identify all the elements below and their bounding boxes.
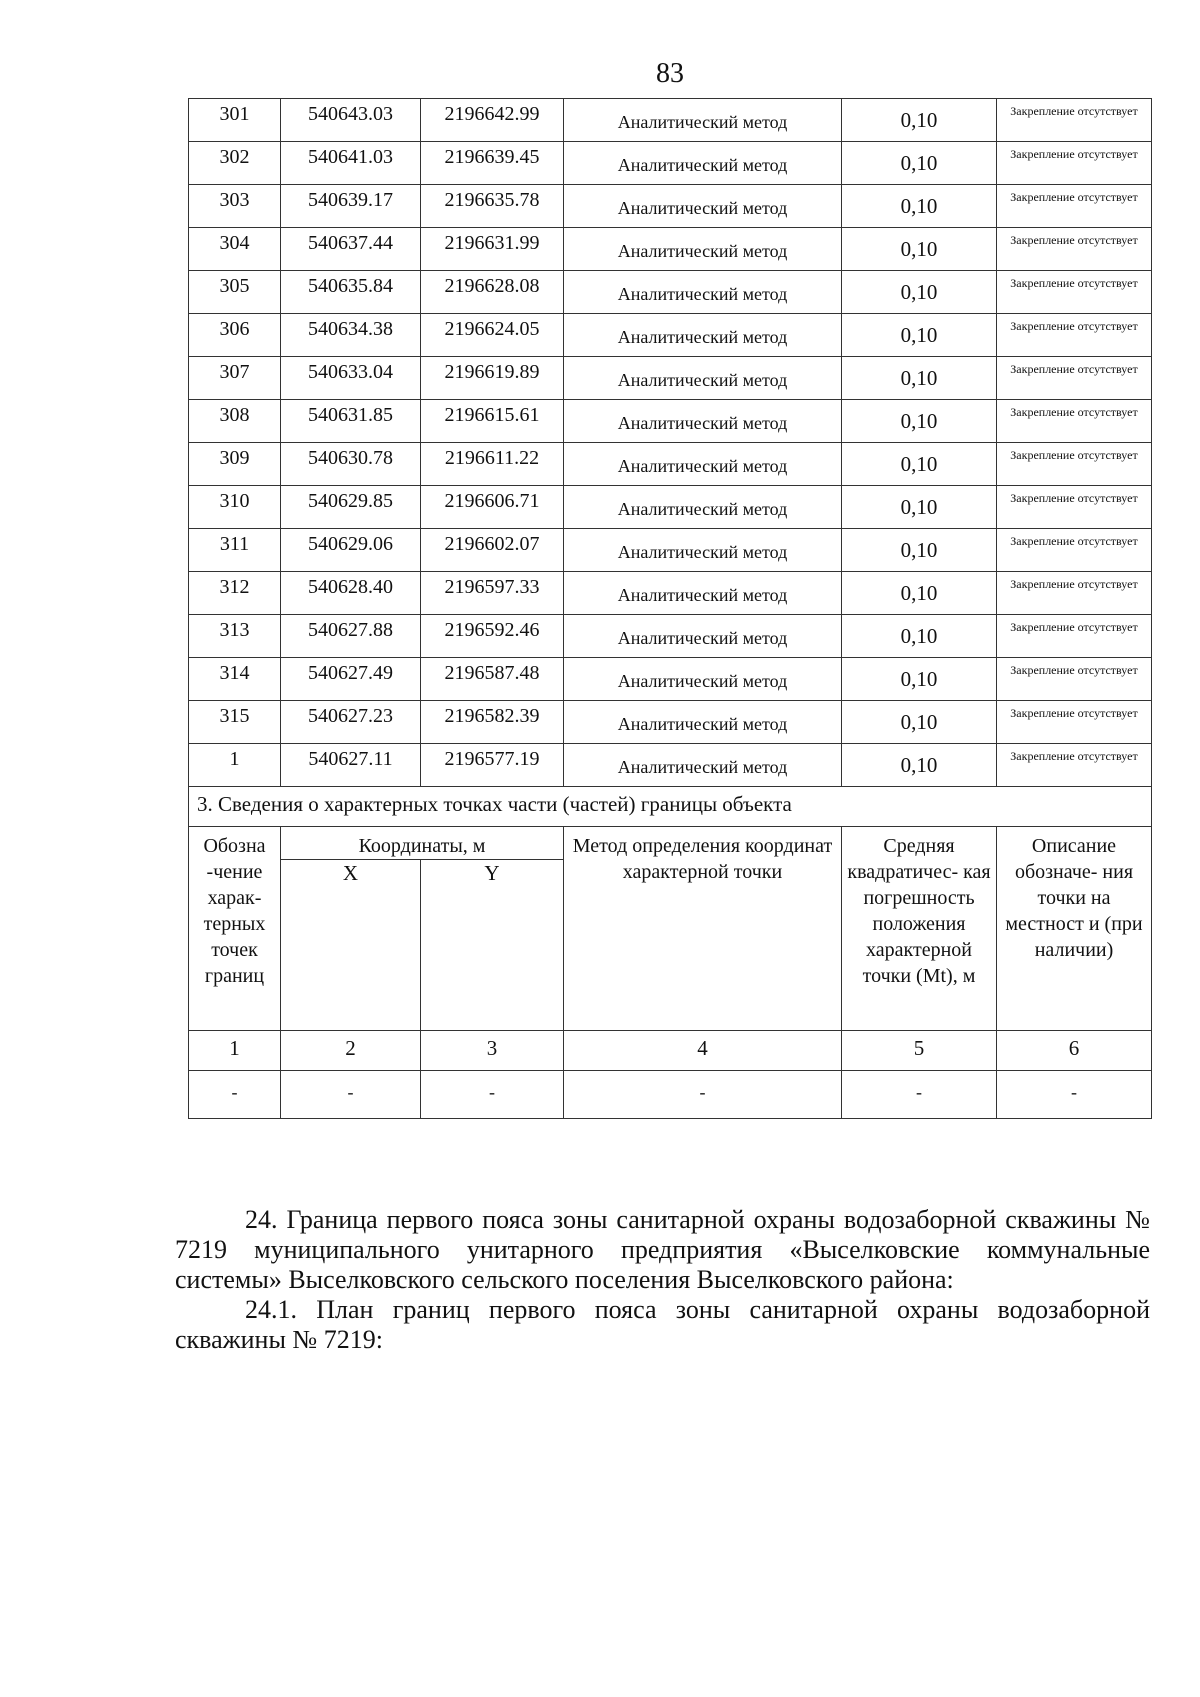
empty-cell: - <box>421 1071 564 1119</box>
description-cell: Закрепление отсутствует <box>997 443 1152 486</box>
method-cell: Аналитический метод <box>564 400 842 443</box>
method-cell: Аналитический метод <box>564 615 842 658</box>
description-cell: Закрепление отсутствует <box>997 615 1152 658</box>
body-text <box>175 1205 1150 1355</box>
accuracy-cell: 0,10 <box>842 228 997 271</box>
coord-x-cell: 540630.78 <box>281 443 421 486</box>
coord-y-cell: 2196642.99 <box>421 99 564 142</box>
header-description: Описание обозначе- ния точки на местност и (при наличии) <box>997 827 1152 1031</box>
page-number: 83 <box>656 58 684 89</box>
accuracy-cell: 0,10 <box>842 615 997 658</box>
description-cell: Закрепление отсутствует <box>997 701 1152 744</box>
header-accuracy: Средняя квадратичес- кая погрешность положения характерной точки (Mt), м <box>842 827 997 1031</box>
point-number-cell: 314 <box>189 658 281 701</box>
coord-x-cell: 540627.11 <box>281 744 421 787</box>
table-row <box>189 658 1152 701</box>
coord-x-cell: 540627.23 <box>281 701 421 744</box>
description-cell: Закрепление отсутствует <box>997 99 1152 142</box>
header-method: Метод определения координат характерной точки <box>564 827 842 1031</box>
column-number: 4 <box>564 1031 842 1071</box>
coord-y-cell: 2196631.99 <box>421 228 564 271</box>
accuracy-cell: 0,10 <box>842 99 997 142</box>
description-cell: Закрепление отсутствует <box>997 357 1152 400</box>
table-row <box>189 701 1152 744</box>
table-row <box>189 529 1152 572</box>
point-number-cell: 313 <box>189 615 281 658</box>
coord-y-cell: 2196602.07 <box>421 529 564 572</box>
point-number-cell: 304 <box>189 228 281 271</box>
table-row <box>189 314 1152 357</box>
coord-x-cell: 540628.40 <box>281 572 421 615</box>
section3-title: 3. Сведения о характерных точках части (частей) границы объекта <box>189 787 1152 827</box>
method-cell: Аналитический метод <box>564 701 842 744</box>
table-row <box>189 271 1152 314</box>
empty-cell: - <box>564 1071 842 1119</box>
column-number: 5 <box>842 1031 997 1071</box>
coord-y-cell: 2196628.08 <box>421 271 564 314</box>
point-number-cell: 308 <box>189 400 281 443</box>
method-cell: Аналитический метод <box>564 271 842 314</box>
accuracy-cell: 0,10 <box>842 271 997 314</box>
coord-x-cell: 540634.38 <box>281 314 421 357</box>
accuracy-cell: 0,10 <box>842 529 997 572</box>
coord-x-cell: 540629.85 <box>281 486 421 529</box>
header-x: X <box>281 860 421 1031</box>
point-number-cell: 1 <box>189 744 281 787</box>
coord-x-cell: 540641.03 <box>281 142 421 185</box>
coord-x-cell: 540627.49 <box>281 658 421 701</box>
description-cell: Закрепление отсутствует <box>997 572 1152 615</box>
coord-y-cell: 2196597.33 <box>421 572 564 615</box>
empty-cell: - <box>281 1071 421 1119</box>
point-number-cell: 309 <box>189 443 281 486</box>
description-cell: Закрепление отсутствует <box>997 228 1152 271</box>
accuracy-cell: 0,10 <box>842 185 997 228</box>
accuracy-cell: 0,10 <box>842 486 997 529</box>
method-cell: Аналитический метод <box>564 357 842 400</box>
coord-y-cell: 2196582.39 <box>421 701 564 744</box>
column-numbers-row <box>189 1031 1152 1071</box>
paragraph-24: 24. Граница первого пояса зоны санитарной охраны водозаборной скважины № 7219 муниципального унитарного предприятия «Выселковские коммунальные системы» Выселковского сельского поселения Выселковского района: <box>175 1205 1150 1294</box>
coord-x-cell: 540633.04 <box>281 357 421 400</box>
coord-y-cell: 2196624.05 <box>421 314 564 357</box>
header-y: Y <box>421 860 564 1031</box>
description-cell: Закрепление отсутствует <box>997 185 1152 228</box>
coord-x-cell: 540627.88 <box>281 615 421 658</box>
paragraph-24-1: 24.1. План границ первого пояса зоны санитарной охраны водозаборной скважины № 7219: <box>175 1295 1150 1354</box>
method-cell: Аналитический метод <box>564 572 842 615</box>
column-number: 1 <box>189 1031 281 1071</box>
coordinates-table-container <box>188 98 1151 1119</box>
table-row <box>189 357 1152 400</box>
accuracy-cell: 0,10 <box>842 357 997 400</box>
points-body <box>189 99 1152 787</box>
coord-x-cell: 540637.44 <box>281 228 421 271</box>
accuracy-cell: 0,10 <box>842 701 997 744</box>
section3 <box>189 787 1152 1119</box>
empty-row <box>189 1071 1152 1119</box>
method-cell: Аналитический метод <box>564 744 842 787</box>
coord-y-cell: 2196615.61 <box>421 400 564 443</box>
coord-y-cell: 2196619.89 <box>421 357 564 400</box>
header-designation: Обозна -чение харак- терных точек границ <box>189 827 281 1031</box>
method-cell: Аналитический метод <box>564 443 842 486</box>
method-cell: Аналитический метод <box>564 314 842 357</box>
method-cell: Аналитический метод <box>564 185 842 228</box>
table-row <box>189 185 1152 228</box>
point-number-cell: 306 <box>189 314 281 357</box>
point-number-cell: 310 <box>189 486 281 529</box>
accuracy-cell: 0,10 <box>842 142 997 185</box>
coord-x-cell: 540639.17 <box>281 185 421 228</box>
description-cell: Закрепление отсутствует <box>997 744 1152 787</box>
coord-x-cell: 540631.85 <box>281 400 421 443</box>
coord-y-cell: 2196611.22 <box>421 443 564 486</box>
empty-cell: - <box>842 1071 997 1119</box>
accuracy-cell: 0,10 <box>842 400 997 443</box>
table-row <box>189 615 1152 658</box>
coord-y-cell: 2196639.45 <box>421 142 564 185</box>
column-number: 6 <box>997 1031 1152 1071</box>
column-number: 2 <box>281 1031 421 1071</box>
accuracy-cell: 0,10 <box>842 314 997 357</box>
coord-x-cell: 540635.84 <box>281 271 421 314</box>
coord-y-cell: 2196592.46 <box>421 615 564 658</box>
empty-cell: - <box>997 1071 1152 1119</box>
description-cell: Закрепление отсутствует <box>997 658 1152 701</box>
empty-cell: - <box>189 1071 281 1119</box>
description-cell: Закрепление отсутствует <box>997 486 1152 529</box>
point-number-cell: 312 <box>189 572 281 615</box>
table-row <box>189 443 1152 486</box>
method-cell: Аналитический метод <box>564 658 842 701</box>
point-number-cell: 311 <box>189 529 281 572</box>
description-cell: Закрепление отсутствует <box>997 314 1152 357</box>
coord-y-cell: 2196606.71 <box>421 486 564 529</box>
coordinates-table <box>188 98 1152 1119</box>
table-row <box>189 572 1152 615</box>
description-cell: Закрепление отсутствует <box>997 142 1152 185</box>
coord-y-cell: 2196635.78 <box>421 185 564 228</box>
table-row <box>189 400 1152 443</box>
description-cell: Закрепление отсутствует <box>997 400 1152 443</box>
column-number: 3 <box>421 1031 564 1071</box>
method-cell: Аналитический метод <box>564 142 842 185</box>
method-cell: Аналитический метод <box>564 228 842 271</box>
point-number-cell: 315 <box>189 701 281 744</box>
header-coordinates: Координаты, м <box>281 827 564 860</box>
point-number-cell: 303 <box>189 185 281 228</box>
table-row <box>189 486 1152 529</box>
coord-x-cell: 540629.06 <box>281 529 421 572</box>
accuracy-cell: 0,10 <box>842 572 997 615</box>
table-row <box>189 744 1152 787</box>
point-number-cell: 307 <box>189 357 281 400</box>
table-row <box>189 99 1152 142</box>
table-row <box>189 228 1152 271</box>
coord-y-cell: 2196577.19 <box>421 744 564 787</box>
point-number-cell: 301 <box>189 99 281 142</box>
accuracy-cell: 0,10 <box>842 443 997 486</box>
accuracy-cell: 0,10 <box>842 744 997 787</box>
method-cell: Аналитический метод <box>564 486 842 529</box>
description-cell: Закрепление отсутствует <box>997 529 1152 572</box>
coord-x-cell: 540643.03 <box>281 99 421 142</box>
point-number-cell: 305 <box>189 271 281 314</box>
point-number-cell: 302 <box>189 142 281 185</box>
accuracy-cell: 0,10 <box>842 658 997 701</box>
method-cell: Аналитический метод <box>564 99 842 142</box>
coord-y-cell: 2196587.48 <box>421 658 564 701</box>
table-row <box>189 142 1152 185</box>
method-cell: Аналитический метод <box>564 529 842 572</box>
description-cell: Закрепление отсутствует <box>997 271 1152 314</box>
